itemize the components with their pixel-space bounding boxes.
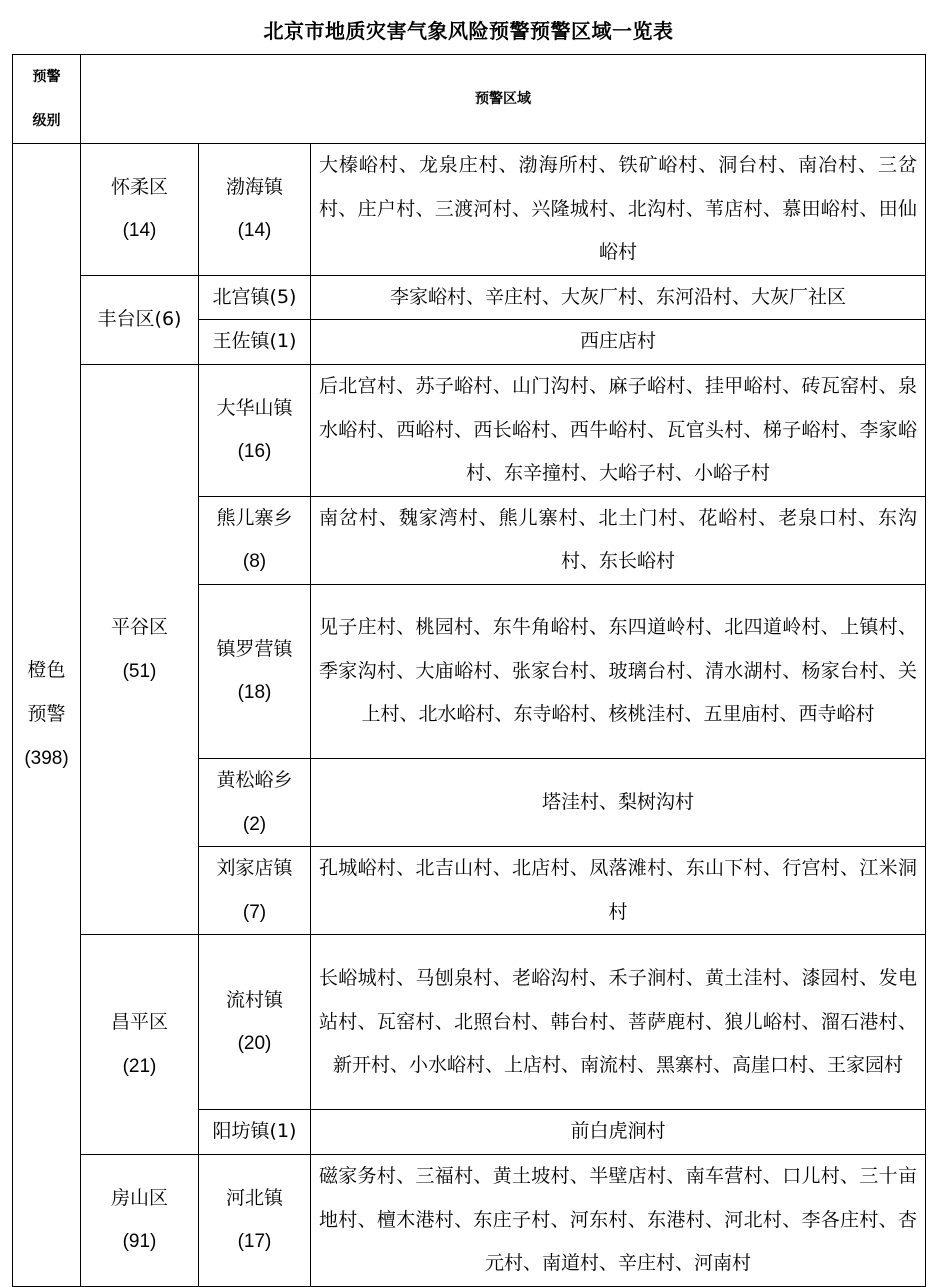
town-cell (199, 847, 311, 935)
town-name: 王佐镇(1) (212, 330, 297, 353)
village-list: 西庄店村 (311, 320, 926, 365)
district-count: (14) (122, 220, 157, 242)
header-warning-level (13, 55, 81, 144)
town-name: 刘家店镇 (216, 857, 293, 880)
district-cell (81, 935, 199, 1155)
district-cell (81, 1154, 199, 1286)
table-row (13, 144, 926, 276)
district-name: 怀柔区 (110, 175, 168, 198)
district-cell (81, 144, 199, 276)
header-level-line2: 级别 (32, 113, 61, 129)
district-cell (81, 364, 199, 934)
town-count: (8) (242, 551, 267, 573)
town-name: 熊儿寨乡 (216, 506, 293, 529)
town-name: 阳坊镇(1) (212, 1120, 297, 1143)
district-name: 房山区 (110, 1186, 168, 1209)
village-list: 磁家务村、三福村、黄土坡村、半壁店村、南车营村、口儿村、三十亩地村、檀木港村、东庄子村、河东村、东港村、河北村、李各庄村、杏元村、南道村、辛庄村、河南村 (311, 1154, 926, 1286)
town-cell (199, 935, 311, 1110)
town-count: (16) (237, 441, 272, 463)
header-warning-area: 预警区域 (81, 55, 926, 144)
town-name: 北宫镇(5) (212, 285, 297, 308)
page-title: 北京市地质灾害气象风险预警预警区域一览表 (263, 19, 674, 43)
town-name: 流村镇 (225, 988, 283, 1011)
village-list: 孔城峪村、北吉山村、北店村、凤落滩村、东山下村、行宫村、江米洞村 (311, 847, 926, 935)
village-list: 大榛峪村、龙泉庄村、渤海所村、铁矿峪村、洞台村、南冶村、三岔村、庄户村、三渡河村、兴隆城村、北沟村、苇店村、慕田峪村、田仙峪村 (311, 144, 926, 276)
town-name: 大华山镇 (216, 396, 293, 419)
table-row (13, 935, 926, 1110)
table-row (13, 1154, 926, 1286)
town-name: 黄松峪乡 (216, 768, 293, 791)
district-name: 平谷区 (110, 616, 168, 639)
district-count: (91) (122, 1231, 157, 1253)
town-cell (199, 758, 311, 846)
town-count: (20) (237, 1033, 272, 1055)
village-list: 见子庄村、桃园村、东牛角峪村、东四道岭村、北四道岭村、上镇村、季家沟村、大庙峪村、张家台村、玻璃台村、清水湖村、杨家台村、关上村、北水峪村、东寺峪村、核桃洼村、五里庙村、西寺峪村 (311, 584, 926, 758)
district-cell (81, 275, 199, 364)
district-name: 昌平区 (110, 1011, 168, 1034)
town-count: (17) (237, 1231, 272, 1253)
table-row (13, 364, 926, 496)
town-name: 河北镇 (225, 1186, 283, 1209)
town-count: (18) (237, 682, 272, 704)
warning-level-cell (13, 144, 81, 1287)
town-cell (199, 496, 311, 584)
village-list: 长峪城村、马刨泉村、老峪沟村、禾子涧村、黄土洼村、漆园村、发电站村、瓦窑村、北照台村、韩台村、菩萨鹿村、狼儿峪村、溜石港村、新开村、小水峪村、上店村、南流村、黑寨村、高崖口村、王家园村 (311, 935, 926, 1110)
header-level-line1: 预警 (32, 69, 61, 85)
village-list: 塔洼村、梨树沟村 (311, 758, 926, 846)
table-row (13, 275, 926, 320)
table-header-row (13, 55, 926, 144)
district-count: (21) (122, 1055, 157, 1077)
town-count: (2) (242, 813, 267, 835)
town-cell (199, 584, 311, 758)
village-list: 前白虎涧村 (311, 1110, 926, 1155)
town-cell (199, 1110, 311, 1155)
town-cell (199, 275, 311, 320)
town-count: (7) (242, 901, 267, 923)
town-cell (199, 144, 311, 276)
town-cell (199, 364, 311, 496)
village-list: 南岔村、魏家湾村、熊儿寨村、北土门村、花峪村、老泉口村、东沟村、东长峪村 (311, 496, 926, 584)
district-count: (51) (122, 660, 157, 682)
town-count: (14) (237, 220, 272, 242)
village-list: 后北宫村、苏子峪村、山门沟村、麻子峪村、挂甲峪村、砖瓦窑村、泉水峪村、西峪村、西长峪村、西牛峪村、瓦官头村、梯子峪村、李家峪村、东辛撞村、大峪子村、小峪子村 (311, 364, 926, 496)
town-name: 镇罗营镇 (216, 637, 293, 660)
warning-level-label-2: 预警 (27, 703, 66, 726)
village-list: 李家峪村、辛庄村、大灰厂村、东河沿村、大灰厂社区 (311, 275, 926, 320)
town-cell (199, 320, 311, 365)
district-name: 丰台区(6) (97, 308, 182, 331)
warning-level-count: (398) (24, 747, 69, 769)
town-name: 渤海镇 (225, 175, 283, 198)
warning-level-label: 橙色 (27, 659, 66, 682)
town-cell (199, 1154, 311, 1286)
warning-area-table (12, 54, 926, 1287)
